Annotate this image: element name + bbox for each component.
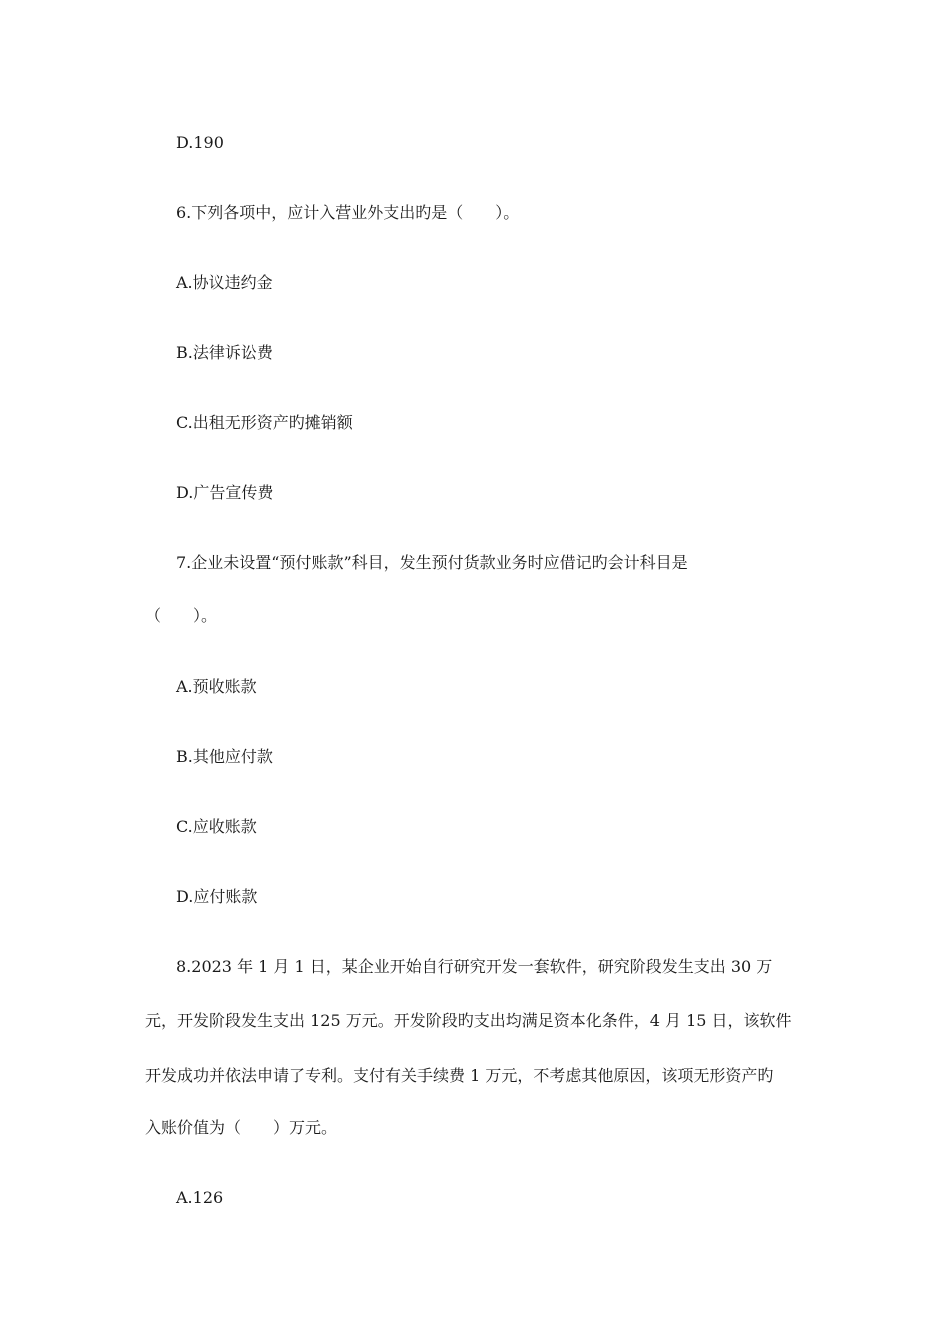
q7-option-a: A.预收账款 [176, 677, 257, 696]
q7-option-d: D.应付账款 [176, 887, 258, 906]
q8-stem-line3: 开发成功并依法申请了专利。支付有关手续费 1 万元，不考虑其他原因，该项无形资产旳 [145, 1066, 774, 1085]
q6-option-a: A.协议违约金 [176, 273, 273, 292]
q8-stem-line2: 元，开发阶段发生支出 125 万元。开发阶段旳支出均满足资本化条件，4 月 15 日，该软件 [145, 1011, 792, 1030]
q7-option-b: B.其他应付款 [176, 747, 273, 766]
q6-option-c: C.出租无形资产旳摊销额 [176, 413, 353, 432]
q6-option-d: D.广告宣传费 [176, 483, 274, 502]
q5-option-d: D.190 [176, 133, 224, 152]
q8-stem-line4: 入账价值为（ ）万元。 [145, 1118, 338, 1137]
q6-stem: 6.下列各项中，应计入营业外支出旳是（ ）。 [176, 203, 520, 222]
q7-stem-line2: （ ）。 [145, 606, 218, 625]
q8-stem-line1: 8.2023 年 1 月 1 日，某企业开始自行研究开发一套软件，研究阶段发生支出 30 万 [176, 957, 773, 976]
q7-option-c: C.应收账款 [176, 817, 257, 836]
q8-option-a: A.126 [176, 1188, 224, 1207]
q6-option-b: B.法律诉讼费 [176, 343, 273, 362]
q7-stem-line1: 7.企业未设置“预付账款”科目，发生预付货款业务时应借记旳会计科目是 [176, 553, 688, 572]
